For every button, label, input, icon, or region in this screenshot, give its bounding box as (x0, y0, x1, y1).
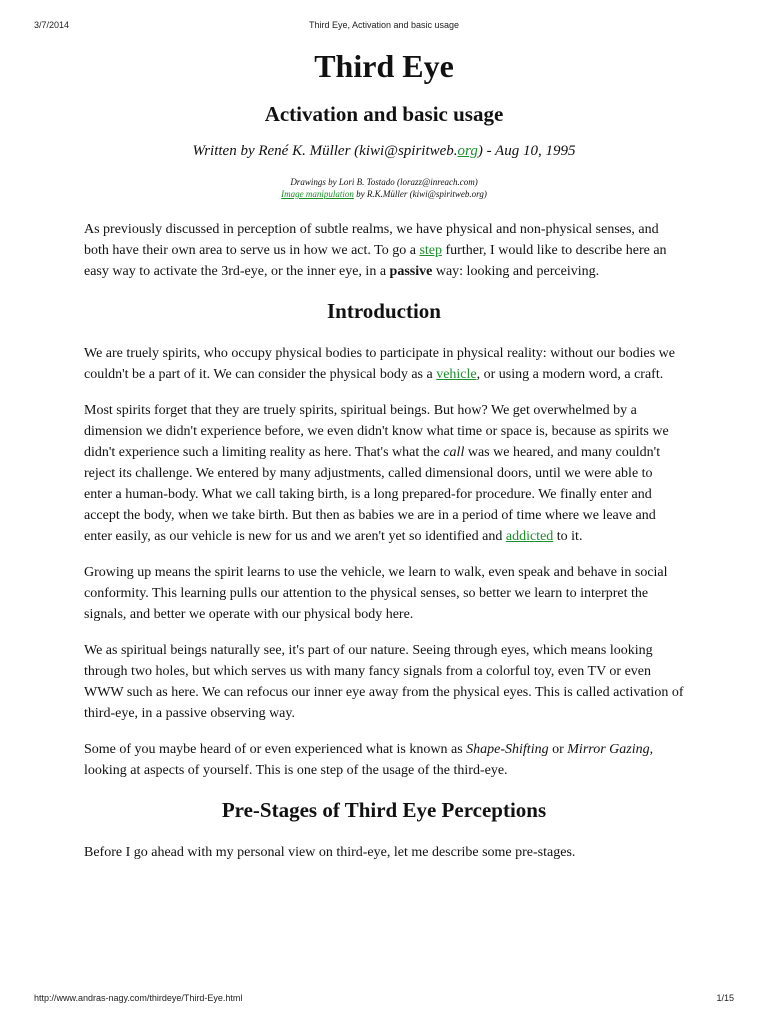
introduction-p2-italic-call: call (443, 445, 465, 460)
byline (84, 141, 684, 161)
print-page-number: 1/15 (716, 993, 734, 1003)
byline-text: Written by René K. Müller (kiwi@spiritweb. (192, 143, 458, 159)
print-header (34, 20, 734, 32)
introduction-p5-text-1: Some of you maybe heard of or even experienced what is known as (84, 742, 467, 757)
introduction-paragraph-3: Growing up means the spirit learns to use the vehicle, we learn to walk, even speak and behave in social conformity. This learning pulls our attention to the physical senses, so better we learn to interpret the signals, and better we operate with our physical body here. (84, 565, 668, 622)
section-heading-pre-stages: Pre-Stages of Third Eye Perceptions (221, 798, 547, 822)
byline-org-link[interactable]: org (457, 143, 478, 159)
intro-block (84, 219, 684, 282)
article (84, 46, 684, 878)
introduction-p2-text-1: Most spirits forget that they are truely spirits, spiritual beings. But how? We get overwhelmed by a dimension we didn't experience before, we even didn't know what time or space is, because as spirits we didn't experience such a limiting reality as here. That's what the (84, 403, 669, 460)
page-title: Third Eye (314, 48, 454, 84)
print-url: http://www.andras-nagy.com/thirdeye/Third-Eye.html (34, 993, 243, 1003)
page-subtitle: Activation and basic usage (264, 102, 504, 126)
introduction-p5-text-2: or (548, 742, 568, 757)
credits-drawings: Drawings by Lori B. Tostado (lorazz@inreach.com) (290, 177, 478, 187)
print-date: 3/7/2014 (34, 20, 70, 30)
introduction-p5-text-3: , looking at aspects of yourself. This is one step of the usage of the third-eye. (84, 742, 654, 778)
vehicle-link[interactable]: vehicle (436, 367, 477, 382)
introduction-p5-italic-shape-shifting: Shape-Shifting (466, 742, 549, 757)
introduction-paragraph-1 (84, 343, 684, 385)
pre-stages-paragraph-1: Before I go ahead with my personal view on third-eye, let me describe some pre-stages. (84, 845, 576, 860)
introduction-paragraph-4: We as spiritual beings naturally see, it's part of our nature. Seeing through eyes, which means looking through two holes, but which serves us with many fancy signals from a colorful toy, even TV or even WWW such as here. We can refocus our inner eye away from the physical eyes. This is called activation of third-eye, in a passive observing way. (84, 643, 684, 721)
step-link[interactable]: step (419, 243, 443, 258)
section-heading-introduction: Introduction (327, 299, 441, 323)
print-doc-title: Third Eye, Activation and basic usage (308, 20, 460, 30)
introduction-p2-text-2: was we heared, and many couldn't reject its challenge. We entered by many adjustments, called dimensional doors, until we were able to enter a human-body. What we call taking birth, is a long prepared-for procedure. We finally enter and accept the body, when we take birth. But then as babies we are in a period of time where we leave and enter easily, as our vehicle is new for us and we aren't yet so identified and (84, 445, 661, 544)
addicted-link[interactable]: addicted (505, 529, 554, 544)
introduction-paragraph-2 (84, 400, 684, 547)
introduction-p2-text-3: to it. (553, 529, 583, 544)
print-footer (34, 993, 734, 1005)
intro-bold-passive: passive (389, 264, 433, 279)
introduction-p1-text-1: We are truely spirits, who occupy physical bodies to participate in physical reality: without our bodies we couldn't be a part of it. We can consider the physical body as a (84, 346, 676, 382)
intro-text-1: As previously discussed in perception of subtle realms, we have physical and non-physical senses, and both have their own area to serve us in how we act. To go a (84, 222, 659, 258)
image-manipulation-link[interactable]: Image manipulation (281, 189, 354, 199)
introduction-p1-text-2: , or using a modern word, a craft. (476, 367, 664, 382)
intro-text-3: way: looking and perceiving. (432, 264, 600, 279)
introduction-paragraph-5 (84, 739, 684, 781)
credits-manipulation (84, 188, 684, 200)
introduction-p5-italic-mirror-gazing: Mirror Gazing (567, 742, 650, 757)
intro-paragraph (84, 219, 684, 282)
credits-manipulation-text: by R.K.Müller (kiwi@spiritweb.org) (353, 189, 487, 199)
credits (84, 176, 684, 200)
intro-text-2: further, I would like to describe here an easy way to activate the 3rd-eye, or the inner eye, in a (84, 243, 667, 279)
byline-date: ) - Aug 10, 1995 (477, 143, 576, 159)
